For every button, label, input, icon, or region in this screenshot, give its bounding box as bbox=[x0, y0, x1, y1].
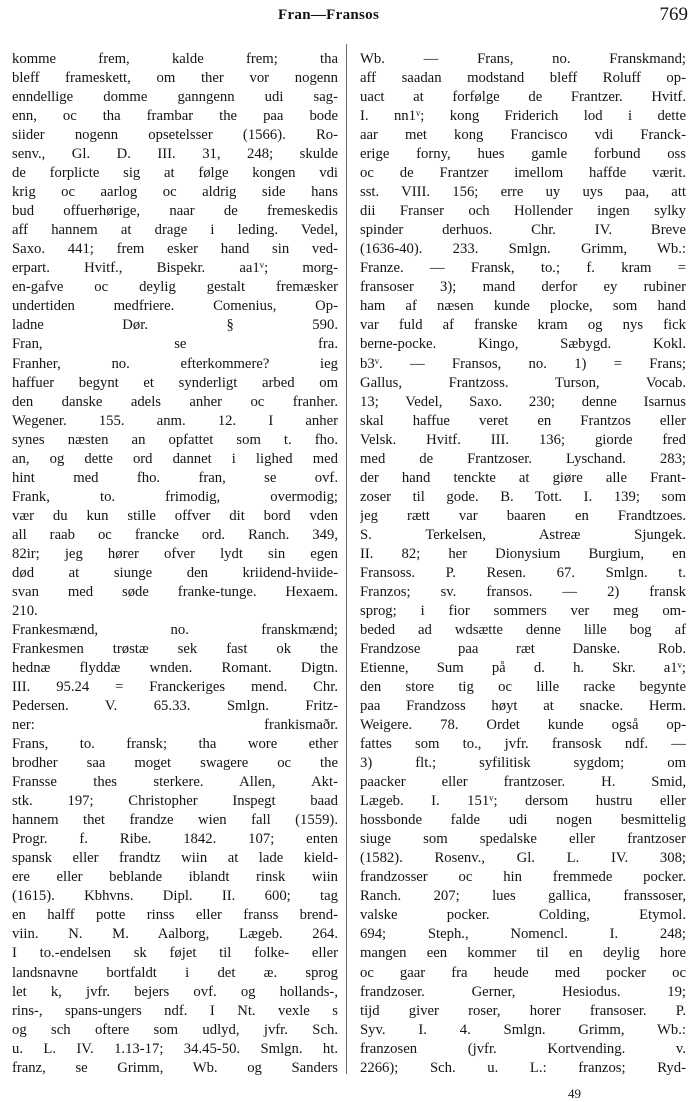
text-line: Franzos; sv. fransos. — 2) fransk bbox=[360, 583, 686, 600]
text-line: u. L. IV. 1.13-17; 34.45-50. Smlgn. ht. bbox=[12, 1040, 338, 1057]
text-line: og sch oftere som udlyd, jvfr. Sch. bbox=[12, 1021, 338, 1038]
text-line: paacker eller frantzoser. H. Smid, bbox=[360, 774, 686, 791]
text-line: skal haffue veret en Frantzos eller bbox=[360, 412, 686, 429]
text-line: b3ᵛ. — Fransos, no. 1) = Frans; bbox=[360, 355, 686, 372]
text-line: siuge som spedalske eller frantzoser bbox=[360, 831, 686, 848]
text-line: Etienne, Sum på d. h. Skr. a1ᵛ; bbox=[360, 660, 686, 676]
text-line: med de Frantzoser. Lyschand. 283; bbox=[360, 450, 686, 467]
text-line: paa Frandzoss høyt at snacke. Herm. bbox=[360, 698, 686, 715]
text-line: Wb. — Frans, no. Franskmand; bbox=[360, 51, 686, 67]
text-line: mangen een kommer til en deylig hore bbox=[360, 945, 686, 962]
text-line: Progr. f. Ribe. 1842. 107; enten bbox=[12, 831, 338, 848]
text-line: uact at forfølge de Frantzer. Hvitf. bbox=[360, 89, 686, 106]
text-line: erpart. Hvitf., Bispekr. aa1ᵛ; morg- bbox=[12, 260, 338, 277]
text-line: Franze. — Fransk, to.; f. kram = bbox=[360, 260, 686, 277]
text-line: let k, jvfr. bejers ovf. og hollands-, bbox=[12, 983, 338, 1000]
text-line: Frans, to. fransk; tha wore ether bbox=[12, 736, 338, 753]
text-line: den danske adels anher oc franher. bbox=[12, 393, 338, 410]
text-line: ner: frankismaðr. bbox=[12, 717, 338, 734]
text-line: spinder derhuos. Chr. IV. Breve bbox=[360, 222, 686, 239]
text-line: all raab oc francke ord. Ranch. 349, bbox=[12, 526, 338, 543]
text-line: I to.-endelsen sk føjet til folke- eller bbox=[12, 945, 338, 962]
text-line: oc gaar fra heude med pocker oc bbox=[360, 964, 686, 981]
text-line: (1615). Kbhvns. Dipl. II. 600; tag bbox=[12, 888, 338, 905]
text-line: aar met kong Francisco vdi Franck- bbox=[360, 127, 686, 144]
text-line: (1582). Rosenv., Gl. L. IV. 308; bbox=[360, 850, 686, 867]
text-line: aff saadan modstand bleff Roluff op- bbox=[360, 70, 686, 87]
text-line: Saxo. 441; frem esker hand sin ved- bbox=[12, 241, 338, 258]
text-line: synes næsten an opfattet som t. fho. bbox=[12, 431, 338, 448]
text-line: bud offuerhørige, naar de fremeskedis bbox=[12, 203, 338, 220]
text-line: oc de Frantzer imellom haffde værit. bbox=[360, 165, 686, 182]
text-line: hednæ flyddæ wnden. Romant. Digtn. bbox=[12, 660, 338, 676]
text-line: erige forny, hues gamle forbund oss bbox=[360, 146, 686, 163]
text-line: Frankesmænd, no. franskmænd; bbox=[12, 621, 338, 638]
text-line: III. 95.24 = Franckeriges mend. Chr. bbox=[12, 679, 338, 696]
text-line: frandzosser oc hin fremmede pocker. bbox=[360, 869, 686, 886]
text-line: ham af næsen kunde plocke, som hand bbox=[360, 298, 686, 315]
text-line: haffuer begynt et synderligt arbed om bbox=[12, 374, 338, 391]
text-line: Weigere. 78. Ordet kunde også op- bbox=[360, 717, 686, 734]
text-line: Franher, no. efterkommere? ieg bbox=[12, 355, 338, 372]
text-line: den store tig oc lille racke begynte bbox=[360, 679, 686, 696]
text-line: undertiden medfriere. Comenius, Op- bbox=[12, 298, 338, 315]
text-line: død at siunge den kriidend-hviide- bbox=[12, 564, 338, 581]
signature-mark: 49 bbox=[568, 1086, 581, 1101]
text-line: fransoser 3); mand derfor ey rubiner bbox=[360, 279, 686, 296]
text-line: landsnavne bortfaldt i det æ. sprog bbox=[12, 964, 338, 981]
text-line: 13; Vedel, Saxo. 230; denne Isarnus bbox=[360, 393, 686, 410]
text-line: hannem thet frandze wien fall (1559). bbox=[12, 812, 338, 829]
text-line: en-gafve oc deylig gestalt fremæsker bbox=[12, 279, 338, 296]
running-head: Fran—Fransos bbox=[278, 7, 380, 23]
page-number: 769 bbox=[659, 4, 688, 25]
text-line: (1636-40). 233. Smlgn. Grimm, Wb.: bbox=[360, 241, 686, 258]
text-line: S. Terkelsen, Astreæ Sjungek. bbox=[360, 526, 686, 543]
text-line: spansk eller frandtz wiin at lade kield- bbox=[12, 850, 338, 867]
text-line: Lægeb. I. 151ᵛ; dersom hustru eller bbox=[360, 793, 686, 810]
text-line: Pedersen. V. 65.33. Smlgn. Fritz- bbox=[12, 698, 338, 715]
text-line: hossbonde falde udi nogen besmittelig bbox=[360, 812, 686, 829]
text-line: valske pocker. Colding, Etymol. bbox=[360, 907, 686, 924]
text-line: fattes som to., jvfr. fransosk ndf. — bbox=[360, 736, 686, 753]
text-line: brodher saa moget swagere oc the bbox=[12, 755, 338, 772]
text-line: Ranch. 207; lues gallica, franssoser, bbox=[360, 888, 686, 905]
text-line: Fransoss. P. Resen. 67. Smlgn. t. bbox=[360, 564, 686, 581]
text-line: sst. VIII. 156; erre uy uys paa, att bbox=[360, 184, 686, 201]
text-line: I. nn1ᵛ; kong Friderich lod i dette bbox=[360, 108, 686, 125]
text-line: dii Franser och Hollender ingen sylky bbox=[360, 203, 686, 220]
text-line: enndellige domme ganngenn udi sag- bbox=[12, 89, 338, 106]
text-line: hint med fho. fran, se ovf. bbox=[12, 469, 338, 486]
text-line: Velsk. Hvitf. III. 136; giorde fred bbox=[360, 431, 686, 448]
text-line: Frankesmen trøstæ sek fast ok the bbox=[12, 640, 338, 657]
text-line: krig oc aarlog oc aldrig side hans bbox=[12, 184, 338, 201]
left-column bbox=[12, 50, 338, 1078]
text-line: viin. N. M. Aalborg, Lægeb. 264. bbox=[12, 926, 338, 943]
text-line: 2266); Sch. u. L.: franzos; Ryd- bbox=[360, 1059, 686, 1076]
text-line: enn, oc tha frambar the paa bode bbox=[12, 108, 338, 125]
page-header bbox=[0, 4, 700, 30]
text-line: Fransse thes sterkere. Allen, Akt- bbox=[12, 774, 338, 791]
text-line: Frandzose paa ræt Danske. Rob. bbox=[360, 640, 686, 657]
text-line: Wegener. 155. anm. 12. I anher bbox=[12, 412, 338, 429]
text-line: bleff frameskett, om ther vor nogenn bbox=[12, 70, 338, 87]
text-line: II. 82; her Dionysium Burgium, en bbox=[360, 545, 686, 562]
text-line: var fuld af franske kram og nys fick bbox=[360, 317, 686, 334]
text-line: senv., Gl. D. III. 31, 248; skulde bbox=[12, 146, 338, 163]
text-line: jeg rætt var baaren en Frandtzoes. bbox=[360, 507, 686, 524]
text-line: aff hannem at drage i leding. Vedel, bbox=[12, 222, 338, 239]
column-divider bbox=[346, 44, 347, 1074]
text-line: franzosen (jvfr. Kortvending. v. bbox=[360, 1040, 686, 1057]
text-line: Gallus, Frantzoss. Turson, Vocab. bbox=[360, 374, 686, 391]
text-line: beded ad wdsætte denne lille bog af bbox=[360, 621, 686, 638]
text-line: en halff potte rinss eller franss brend- bbox=[12, 907, 338, 924]
text-line: ere eller beblande iblandt rinsk wiin bbox=[12, 869, 338, 886]
text-line: rins-, spans-ungers ndf. I Nt. vexle s bbox=[12, 1002, 338, 1019]
text-line: sprog; i fior sommers ver meg om- bbox=[360, 602, 686, 619]
text-line: Fran, se fra. bbox=[12, 336, 338, 353]
text-line: Frank, to. frimodig, overmodig; bbox=[12, 488, 338, 505]
text-line: siider nogenn opsetelsser (1566). Ro- bbox=[12, 127, 338, 144]
text-line: 82ir; jeg hører ofver lydt sin egen bbox=[12, 545, 338, 562]
text-line: 210. bbox=[12, 602, 38, 619]
text-line: vær du kun stille offver dit bord vden bbox=[12, 507, 338, 524]
text-line: an, og dette ord dannet i lighed med bbox=[12, 450, 338, 467]
text-line: franz, se Grimm, Wb. og Sanders bbox=[12, 1059, 338, 1076]
text-line: zoser til gode. B. Tott. I. 139; som bbox=[360, 488, 686, 505]
right-column bbox=[360, 50, 686, 1078]
text-line: stk. 197; Christopher Inspegt baad bbox=[12, 793, 338, 810]
text-line: de forplicte sig at følge kongen vdi bbox=[12, 165, 338, 182]
text-line: 694; Steph., Nomencl. I. 248; bbox=[360, 926, 686, 943]
text-line: komme frem, kalde frem; tha bbox=[12, 51, 338, 67]
text-line: tijd giver roser, horer fransoser. P. bbox=[360, 1002, 686, 1019]
text-line: der hand tenckte at giøre alle Frant- bbox=[360, 469, 686, 486]
text-line: ladne Dør. § 590. bbox=[12, 317, 338, 334]
text-line: berne-pocke. Kingo, Sæbygd. Kokl. bbox=[360, 336, 686, 353]
text-line: svan med søde franke-tunge. Hexaem. bbox=[12, 583, 338, 600]
text-line: frandzoser. Gerner, Hesiodus. 19; bbox=[360, 983, 686, 1000]
text-line: Syv. I. 4. Smlgn. Grimm, Wb.: bbox=[360, 1021, 686, 1038]
text-line: 3) flt.; syfilitisk sygdom; om bbox=[360, 755, 686, 772]
